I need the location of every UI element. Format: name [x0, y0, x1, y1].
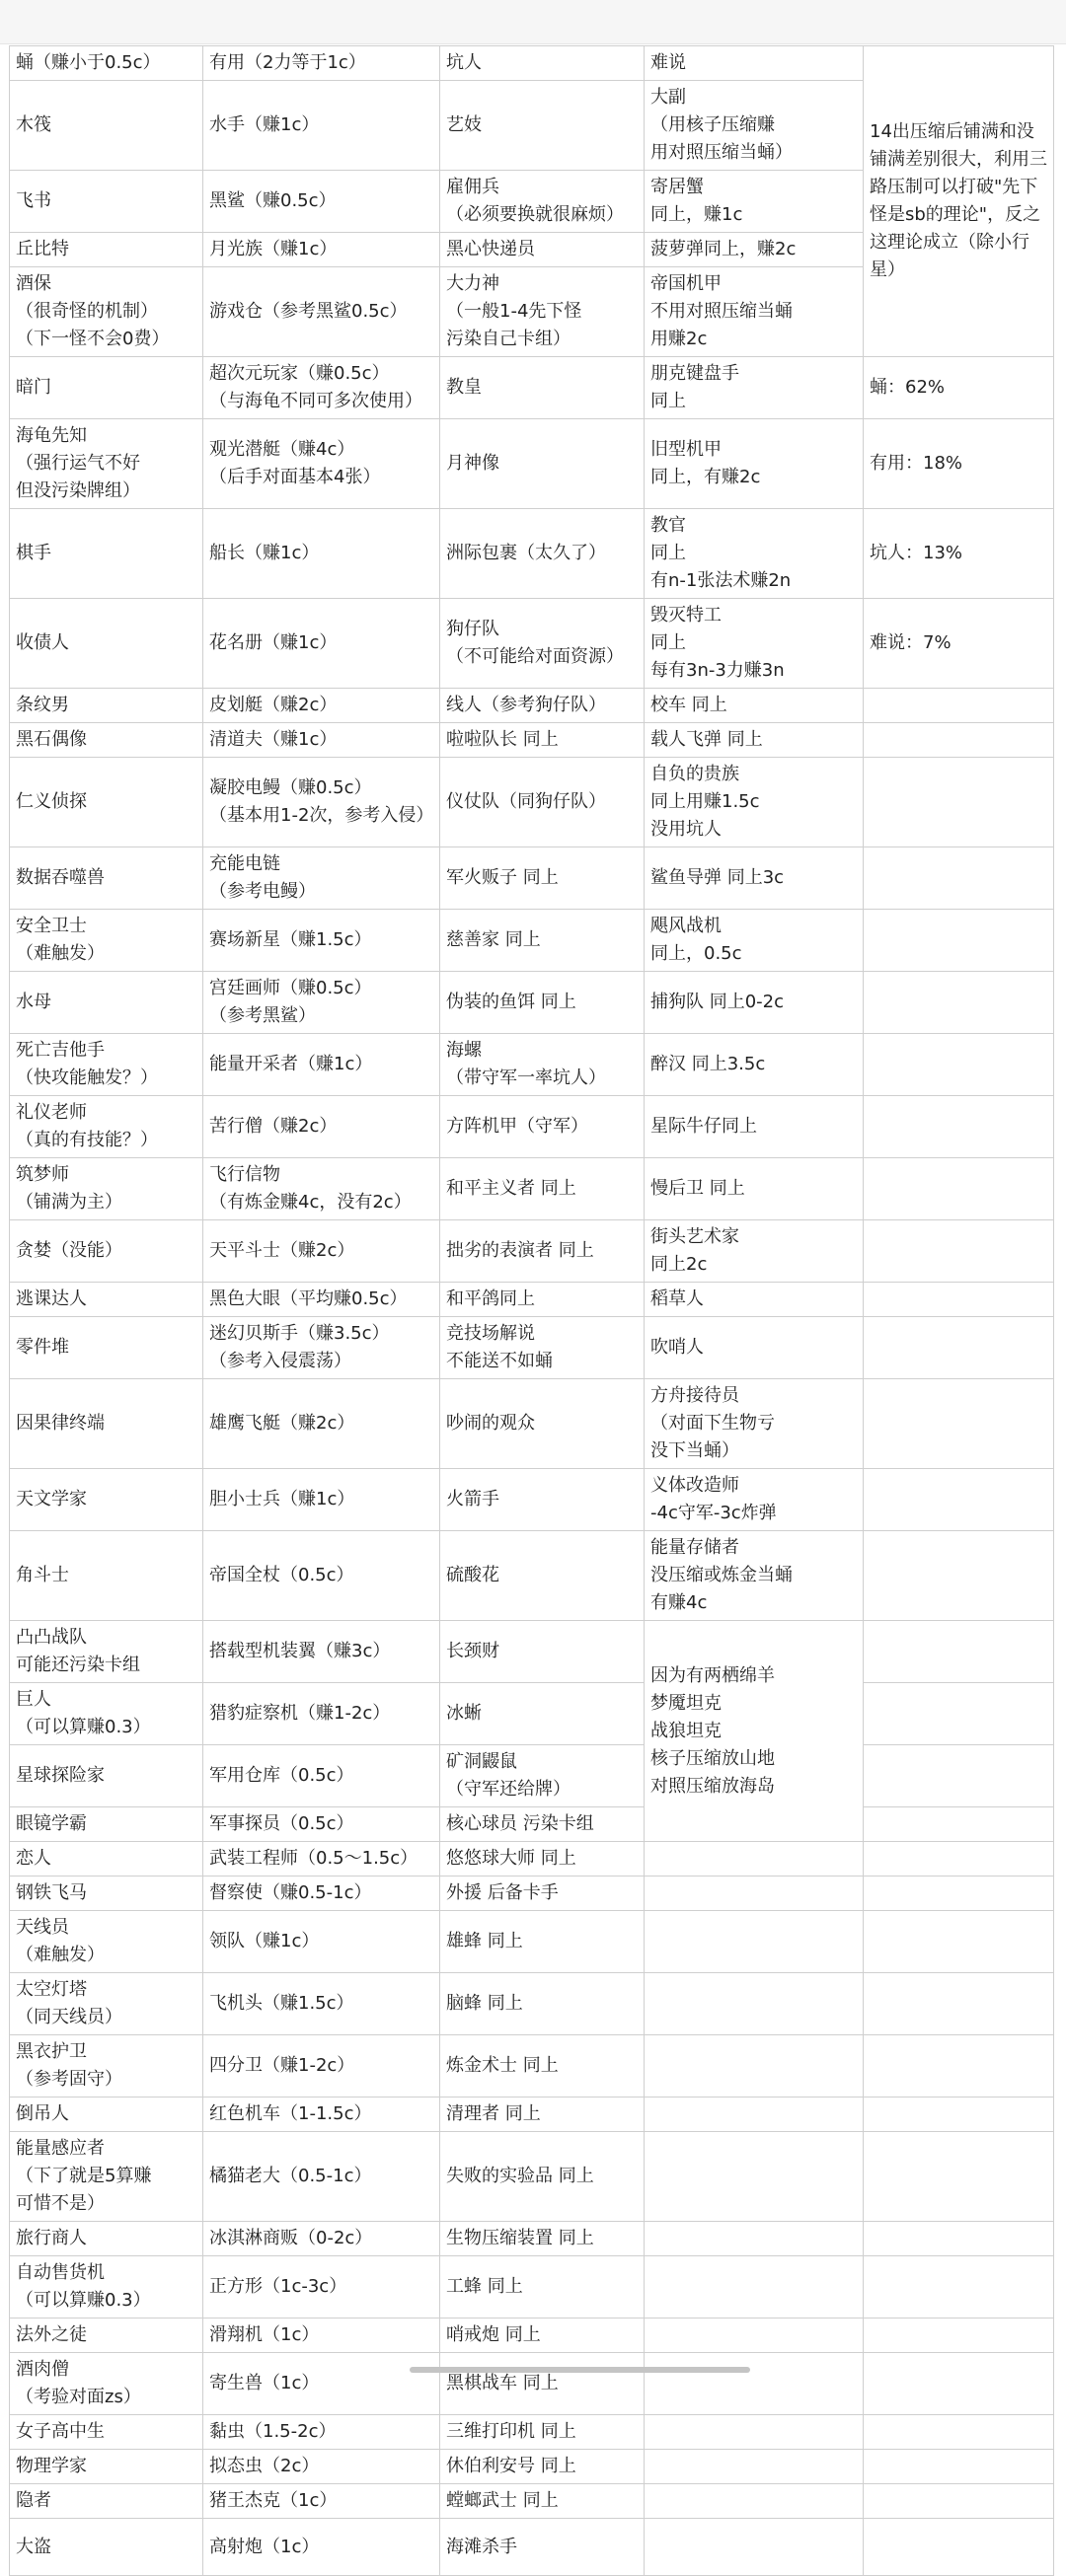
table-cell [864, 1973, 1054, 2035]
table-cell: 自负的贵族 同上用赚1.5c 没用坑人 [645, 758, 864, 847]
table-cell: 贪婪（没能） [10, 1220, 203, 1283]
table-cell: 方舟接待员 （对面下生物亏 没下当蛹） [645, 1379, 864, 1469]
table-cell: 哨戒炮 同上 [440, 2318, 645, 2353]
table-cell: 大副 （用核子压缩赚 用对照压缩当蛹） [645, 81, 864, 171]
table-cell: 外援 后备卡手 [440, 1877, 645, 1911]
table-cell [864, 1842, 1054, 1877]
table-cell [864, 2132, 1054, 2222]
table-cell: 花名册（赚1c） [203, 599, 440, 689]
table-cell: 冰蜥 [440, 1683, 645, 1745]
table-cell: 酒肉僧 （考验对面zs） [10, 2353, 203, 2415]
table-cell [864, 1469, 1054, 1531]
table-cell: 教官 同上 有n-1张法术赚2n [645, 509, 864, 599]
table-cell [864, 910, 1054, 972]
table-row [10, 1745, 1054, 1807]
table-cell: 因果律终端 [10, 1379, 203, 1469]
table-cell: 物理学家 [10, 2450, 203, 2484]
table-cell: 酒保 （很奇怪的机制） （下一怪不会0费） [10, 267, 203, 357]
table-cell [864, 2415, 1054, 2450]
table-cell: 校车 同上 [645, 689, 864, 723]
table-cell [864, 2256, 1054, 2318]
table-cell: 工蜂 同上 [440, 2256, 645, 2318]
table-cell: 胆小士兵（赚1c） [203, 1469, 440, 1531]
table-row [10, 1220, 1054, 1283]
table-cell: 飞书 [10, 171, 203, 233]
table-cell: 大力神 （一般1-4先下怪 污染自己卡组） [440, 267, 645, 357]
table-cell [645, 2353, 864, 2415]
table-cell [645, 2415, 864, 2450]
table-cell: 稻草人 [645, 1283, 864, 1317]
table-cell: 木筏 [10, 81, 203, 171]
table-cell: 雇佣兵 （必须要换就很麻烦） [440, 171, 645, 233]
table-row [10, 2256, 1054, 2318]
table-cell: 钢铁飞马 [10, 1877, 203, 1911]
table-cell: 慢后卫 同上 [645, 1158, 864, 1220]
table-cell [645, 1842, 864, 1877]
table-cell: 仁义侦探 [10, 758, 203, 847]
table-cell [864, 1158, 1054, 1220]
stat-cell: 蛹：62% [864, 357, 1054, 419]
table-cell [864, 1317, 1054, 1379]
table-cell: 搭载型机装翼（赚3c） [203, 1621, 440, 1683]
table-cell: 收债人 [10, 599, 203, 689]
table-cell: 黑衣护卫 （参考固守） [10, 2035, 203, 2098]
table-cell: 街头艺术家 同上2c [645, 1220, 864, 1283]
table-row [10, 2519, 1054, 2576]
table-cell [864, 2484, 1054, 2519]
table-cell: 红色机车（1-1.5c） [203, 2098, 440, 2132]
card-rating-table [9, 45, 1054, 2576]
table-cell: 帝国全杖（0.5c） [203, 1531, 440, 1621]
table-cell [864, 2222, 1054, 2256]
table-row [10, 2318, 1054, 2353]
table-row [10, 1807, 1054, 1842]
table-cell [864, 1034, 1054, 1096]
table-cell: 失败的实验品 同上 [440, 2132, 645, 2222]
table-cell: 逃课达人 [10, 1283, 203, 1317]
table-cell: 太空灯塔 （同天线员） [10, 1973, 203, 2035]
table-cell [645, 1877, 864, 1911]
table-cell: 火箭手 [440, 1469, 645, 1531]
table-row [10, 419, 1054, 509]
table-cell: 竞技场解说 不能送不如蛹 [440, 1317, 645, 1379]
table-cell: 海螺 （带守军一率坑人） [440, 1034, 645, 1096]
table-cell: 螳螂武士 同上 [440, 2484, 645, 2519]
table-cell: 凸凸战队 可能还污染卡组 [10, 1621, 203, 1683]
top-bar [0, 0, 1066, 44]
table-cell [864, 2098, 1054, 2132]
table-cell: 脑蜂 同上 [440, 1973, 645, 2035]
table-row [10, 357, 1054, 419]
table-cell: 军事探员（0.5c） [203, 1807, 440, 1842]
table-cell: 飞机头（赚1.5c） [203, 1973, 440, 2035]
table-cell: 长颈财 [440, 1621, 645, 1683]
table-cell: 零件堆 [10, 1317, 203, 1379]
table-cell: 天文学家 [10, 1469, 203, 1531]
table-cell: 游戏仓（参考黑鲨0.5c） [203, 267, 440, 357]
table-cell: 天线员 （难触发） [10, 1911, 203, 1973]
table-cell: 观光潜艇（赚4c） （后手对面基本4张） [203, 419, 440, 509]
table-cell: 武装工程师（0.5～1.5c） [203, 1842, 440, 1877]
table-cell: 充能电链 （参考电鳗） [203, 847, 440, 910]
table-cell [645, 2132, 864, 2222]
table-row [10, 1379, 1054, 1469]
table-cell: 清道夫（赚1c） [203, 723, 440, 758]
table-cell: 能量开采者（赚1c） [203, 1034, 440, 1096]
table-cell [645, 1911, 864, 1973]
table-row [10, 2415, 1054, 2450]
table-row [10, 2222, 1054, 2256]
table-cell: 倒吊人 [10, 2098, 203, 2132]
table-row [10, 509, 1054, 599]
table-cell: 滑翔机（1c） [203, 2318, 440, 2353]
table-cell: 坑人 [440, 46, 645, 81]
table-cell [864, 847, 1054, 910]
table-cell [864, 2353, 1054, 2415]
table-cell: 星球探险家 [10, 1745, 203, 1807]
table-cell: 死亡吉他手 （快攻能触发？） [10, 1034, 203, 1096]
table-cell: 雄鹰飞艇（赚2c） [203, 1379, 440, 1469]
table-cell: 醉汉 同上3.5c [645, 1034, 864, 1096]
table-cell [645, 2098, 864, 2132]
table-cell [864, 1379, 1054, 1469]
table-cell [864, 1877, 1054, 1911]
table-cell: 黑石偶像 [10, 723, 203, 758]
table-cell [645, 1973, 864, 2035]
table-cell: 朋克键盘手 同上 [645, 357, 864, 419]
table-cell [645, 2222, 864, 2256]
table-cell: 拟态虫（2c） [203, 2450, 440, 2484]
table-cell: 数据吞噬兽 [10, 847, 203, 910]
table-cell: 棋手 [10, 509, 203, 599]
table-cell: 雄蜂 同上 [440, 1911, 645, 1973]
table-row [10, 1531, 1054, 1621]
table-cell: 线人（参考狗仔队） [440, 689, 645, 723]
table-cell: 丘比特 [10, 233, 203, 267]
table-row [10, 1158, 1054, 1220]
table-cell: 水母 [10, 972, 203, 1034]
table-cell [864, 1683, 1054, 1745]
table-cell: 星际牛仔同上 [645, 1096, 864, 1158]
table-row [10, 1317, 1054, 1379]
table-cell: 三维打印机 同上 [440, 2415, 645, 2450]
table-cell: 暗门 [10, 357, 203, 419]
table-row [10, 2035, 1054, 2098]
horizontal-scrollbar[interactable] [410, 2367, 750, 2373]
table-cell [645, 2035, 864, 2098]
table-cell [864, 1531, 1054, 1621]
table-cell: 鲨鱼导弹 同上3c [645, 847, 864, 910]
table-cell: 吵闹的观众 [440, 1379, 645, 1469]
table-cell [864, 972, 1054, 1034]
table-cell: 吹哨人 [645, 1317, 864, 1379]
table-cell: 正方形（1c-3c） [203, 2256, 440, 2318]
table-cell: 飓风战机 同上，0.5c [645, 910, 864, 972]
table-cell [864, 2035, 1054, 2098]
table-cell: 巨人 （可以算赚0.3） [10, 1683, 203, 1745]
table-row [10, 689, 1054, 723]
table-cell: 恋人 [10, 1842, 203, 1877]
table-row [10, 2098, 1054, 2132]
table-cell: 旧型机甲 同上，有赚2c [645, 419, 864, 509]
table-cell: 眼镜学霸 [10, 1807, 203, 1842]
table-cell: 月神像 [440, 419, 645, 509]
table-row [10, 2132, 1054, 2222]
table-cell: 能量感应者 （下了就是5算赚 可惜不是） [10, 2132, 203, 2222]
table-cell: 教皇 [440, 357, 645, 419]
table-cell: 海滩杀手 [440, 2519, 645, 2576]
table-cell: 洲际包裹（太久了） [440, 509, 645, 599]
table-row [10, 1469, 1054, 1531]
table-row [10, 1842, 1054, 1877]
table-cell: 迷幻贝斯手（赚3.5c） （参考入侵震荡） [203, 1317, 440, 1379]
table-cell: 高射炮（1c） [203, 2519, 440, 2576]
table-row [10, 2484, 1054, 2519]
table-cell: 女子高中生 [10, 2415, 203, 2450]
table-cell [645, 2484, 864, 2519]
table-cell [864, 1807, 1054, 1842]
table-row [10, 1283, 1054, 1317]
summary-note: 14出压缩后铺满和没铺满差别很大，利用三路压制可以打破"先下怪是sb的理论"，反之这理论成立（除小行星） [864, 46, 1054, 357]
table-row [10, 758, 1054, 847]
table-cell [864, 2519, 1054, 2576]
table-cell: 大盗 [10, 2519, 203, 2576]
table-cell: 海龟先知 （强行运气不好 但没污染牌组） [10, 419, 203, 509]
table-cell: 方阵机甲（守军） [440, 1096, 645, 1158]
table-cell: 凝胶电鳗（赚0.5c） （基本用1-2次，参考入侵） [203, 758, 440, 847]
table-cell: 生物压缩装置 同上 [440, 2222, 645, 2256]
table-cell: 啦啦队长 同上 [440, 723, 645, 758]
table-cell: 义体改造师 -4c守军-3c炸弹 [645, 1469, 864, 1531]
table-cell [645, 2318, 864, 2353]
table-cell: 月光族（赚1c） [203, 233, 440, 267]
table-cell: 赛场新星（赚1.5c） [203, 910, 440, 972]
table-row [10, 1911, 1054, 1973]
table-cell: 狗仔队 （不可能给对面资源） [440, 599, 645, 689]
table-cell [864, 689, 1054, 723]
table-cell [645, 2519, 864, 2576]
table-cell: 旅行商人 [10, 2222, 203, 2256]
table-row [10, 2450, 1054, 2484]
table-cell: 黑心快递员 [440, 233, 645, 267]
table-cell [864, 1283, 1054, 1317]
table-cell: 飞行信物 （有炼金赚4c，没有2c） [203, 1158, 440, 1220]
table-cell: 有用（2力等于1c） [203, 46, 440, 81]
table-cell: 和平鸽同上 [440, 1283, 645, 1317]
table-cell: 自动售货机 （可以算赚0.3） [10, 2256, 203, 2318]
table-cell [864, 1220, 1054, 1283]
table-cell: 菠萝弹同上，赚2c [645, 233, 864, 267]
table-cell: 核心球员 污染卡组 [440, 1807, 645, 1842]
table-cell [864, 1911, 1054, 1973]
table-row [10, 1621, 1054, 1683]
table-row [10, 599, 1054, 689]
stat-cell: 难说：7% [864, 599, 1054, 689]
table-cell: 军火贩子 同上 [440, 847, 645, 910]
table-cell: 和平主义者 同上 [440, 1158, 645, 1220]
table-cell: 法外之徒 [10, 2318, 203, 2353]
table-cell: 隐者 [10, 2484, 203, 2519]
table-cell: 苦行僧（赚2c） [203, 1096, 440, 1158]
table-cell: 条纹男 [10, 689, 203, 723]
table-cell [864, 723, 1054, 758]
table-cell: 仪仗队（同狗仔队） [440, 758, 645, 847]
table-cell: 寄居蟹 同上，赚1c [645, 171, 864, 233]
table-cell: 橘猫老大（0.5-1c） [203, 2132, 440, 2222]
table-cell: 礼仪老师 （真的有技能？） [10, 1096, 203, 1158]
table-row [10, 1973, 1054, 2035]
table-cell: 蛹（赚小于0.5c） [10, 46, 203, 81]
stat-cell: 有用：18% [864, 419, 1054, 509]
table-cell: 水手（赚1c） [203, 81, 440, 171]
table-row [10, 1877, 1054, 1911]
table-cell: 宫廷画师（赚0.5c） （参考黑鲨） [203, 972, 440, 1034]
table-cell: 船长（赚1c） [203, 509, 440, 599]
table-cell: 筑梦师 （铺满为主） [10, 1158, 203, 1220]
table-row [10, 723, 1054, 758]
table-row [10, 1034, 1054, 1096]
table-row [10, 910, 1054, 972]
table-cell: 硫酸花 [440, 1531, 645, 1621]
table-cell: 黏虫（1.5-2c） [203, 2415, 440, 2450]
table-cell: 帝国机甲 不用对照压缩当蛹 用赚2c [645, 267, 864, 357]
table-cell [645, 2256, 864, 2318]
table-row [10, 1096, 1054, 1158]
table-cell: 四分卫（赚1-2c） [203, 2035, 440, 2098]
table-cell-merged: 因为有两栖绵羊 梦魇坦克 战狼坦克 核子压缩放山地 对照压缩放海岛 [645, 1621, 864, 1842]
table-cell: 载人飞弹 同上 [645, 723, 864, 758]
table-cell: 角斗士 [10, 1531, 203, 1621]
table-row [10, 46, 1054, 81]
table-cell: 慈善家 同上 [440, 910, 645, 972]
table-cell: 皮划艇（赚2c） [203, 689, 440, 723]
table-cell: 艺妓 [440, 81, 645, 171]
table-cell: 拙劣的表演者 同上 [440, 1220, 645, 1283]
table-body [10, 46, 1054, 2576]
table-cell [864, 1096, 1054, 1158]
table-cell: 伪装的鱼饵 同上 [440, 972, 645, 1034]
stat-cell: 坑人：13% [864, 509, 1054, 599]
table-cell: 黑色大眼（平均赚0.5c） [203, 1283, 440, 1317]
table-cell: 清理者 同上 [440, 2098, 645, 2132]
table-cell: 捕狗队 同上0-2c [645, 972, 864, 1034]
table-cell: 寄生兽（1c） [203, 2353, 440, 2415]
table-cell: 悠悠球大师 同上 [440, 1842, 645, 1877]
table-cell: 能量存储者 没压缩或炼金当蛹 有赚4c [645, 1531, 864, 1621]
table-cell: 矿洞鼹鼠 （守军还给牌） [440, 1745, 645, 1807]
table-row [10, 847, 1054, 910]
table-row [10, 972, 1054, 1034]
table-cell: 毁灭特工 同上 每有3n-3力赚3n [645, 599, 864, 689]
table-cell: 安全卫士 （难触发） [10, 910, 203, 972]
table-cell [864, 1621, 1054, 1683]
table-cell [864, 758, 1054, 847]
table-cell [864, 2318, 1054, 2353]
table-cell: 冰淇淋商贩（0-2c） [203, 2222, 440, 2256]
table-cell: 难说 [645, 46, 864, 81]
table-cell: 猎豹症察机（赚1-2c） [203, 1683, 440, 1745]
table-row [10, 1683, 1054, 1745]
table-cell: 休伯利安号 同上 [440, 2450, 645, 2484]
table-cell [864, 1745, 1054, 1807]
table-cell: 军用仓库（0.5c） [203, 1745, 440, 1807]
table-cell: 炼金术士 同上 [440, 2035, 645, 2098]
table-cell: 督察使（赚0.5-1c） [203, 1877, 440, 1911]
table-cell: 领队（赚1c） [203, 1911, 440, 1973]
table-cell: 猪王杰克（1c） [203, 2484, 440, 2519]
table-cell [645, 2450, 864, 2484]
table-cell [864, 2450, 1054, 2484]
table-cell: 超次元玩家（赚0.5c） （与海龟不同可多次使用） [203, 357, 440, 419]
table-cell: 黑棋战车 同上 [440, 2353, 645, 2415]
table-cell: 黑鲨（赚0.5c） [203, 171, 440, 233]
table-cell: 天平斗士（赚2c） [203, 1220, 440, 1283]
table-row [10, 2353, 1054, 2415]
